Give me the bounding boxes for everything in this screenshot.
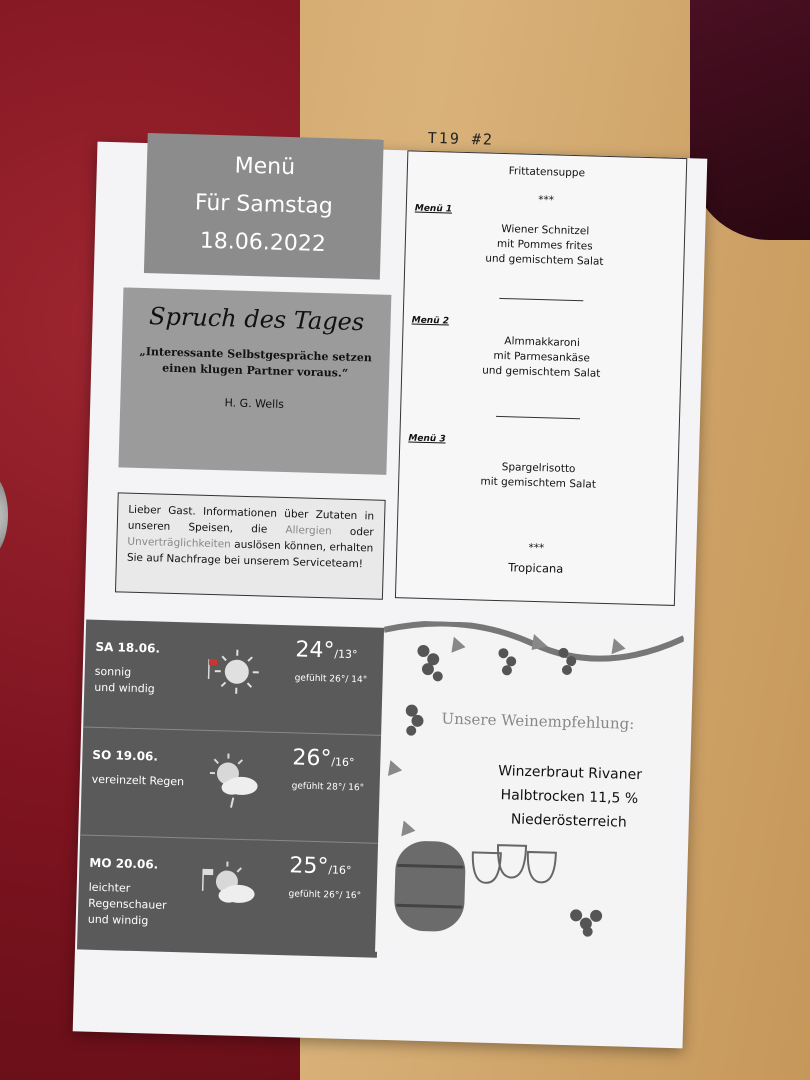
- weather-day: MO 20.06.: [89, 855, 159, 872]
- quote-text: „Interessante Selbstgespräche setzen einen klugen Partner voraus.“: [139, 344, 372, 380]
- notice-text-3: auslösen können, erhalten Sie auf Nachfrage bei unserem Serviceteam!: [126, 538, 374, 571]
- weather-desc-line: und windig: [87, 912, 149, 928]
- menu-sheet: [73, 128, 708, 1049]
- wine-line: Winzerbraut Rivaner: [498, 763, 643, 784]
- menu-label: Menü 2: [411, 315, 450, 327]
- weather-desc-line: vereinzelt Regen: [91, 772, 185, 789]
- weather-desc-line: leichter: [88, 880, 131, 895]
- weather-felt: gefühlt 28°/ 16°: [291, 781, 365, 794]
- dish-line: Spargelrisotto: [501, 461, 576, 476]
- quote-heading: Spruch des Tages: [148, 302, 365, 337]
- menu-title-box: [144, 133, 384, 280]
- wine-recommendation: [375, 620, 684, 960]
- dish-line: mit gemischtem Salat: [480, 475, 597, 491]
- quote-box: [118, 287, 391, 474]
- menu-title-date: 18.06.2022: [199, 228, 327, 258]
- weather-day: SA 18.06.: [95, 639, 161, 656]
- menu-title-line2: Für Samstag: [194, 190, 334, 220]
- dessert: Tropicana: [508, 560, 564, 576]
- weather-temp-high: 25°: [289, 853, 329, 880]
- dish-line: Almmakkaroni: [504, 335, 581, 350]
- quote-author: H. G. Wells: [224, 396, 285, 411]
- menu-dish: [399, 457, 678, 495]
- handwritten-note: T19 #2: [427, 128, 495, 149]
- allergy-notice: [115, 492, 386, 599]
- dish-line: mit Pommes frites: [496, 237, 593, 253]
- notice-allergens: Allergien: [285, 524, 332, 538]
- wine-line: Niederösterreich: [510, 811, 627, 831]
- sun-cloud-rain-icon: [199, 747, 265, 813]
- weather-day: SO 19.06.: [92, 747, 159, 764]
- soup: Frittatensuppe: [508, 165, 586, 180]
- weather-row: [80, 727, 383, 843]
- dessert-separator: ***: [528, 541, 545, 555]
- sun-icon: [202, 639, 268, 705]
- weather-forecast: [77, 620, 386, 958]
- weather-temp-high: 26°: [292, 745, 332, 772]
- weather-row: [83, 620, 386, 736]
- weather-desc-line: und windig: [94, 680, 155, 696]
- dish-line: mit Parmesankäse: [493, 349, 591, 365]
- weather-temp-high: 24°: [295, 637, 335, 664]
- notice-intolerances: Unverträglichkeiten: [127, 535, 231, 551]
- weather-desc: [92, 772, 187, 791]
- weather-felt: gefühlt 26°/ 16°: [288, 889, 362, 902]
- weather-temp-low: /13°: [334, 647, 358, 662]
- notice-text-2: oder: [331, 525, 374, 539]
- menu-label: Menü 1: [414, 203, 453, 215]
- menu-dish: [405, 219, 684, 272]
- weather-temp: [292, 745, 355, 772]
- daily-menu: [395, 150, 687, 606]
- weather-felt: gefühlt 26°/ 14°: [294, 673, 368, 686]
- weather-row: [77, 835, 380, 951]
- weather-desc: [88, 880, 184, 931]
- wine-line: Halbtrocken 11,5 %: [500, 787, 639, 808]
- wine-title: Unsere Weinempfehlung:: [441, 709, 635, 733]
- divider: [499, 298, 583, 301]
- windy-cloud-icon: [196, 855, 262, 921]
- menu-separator: ***: [538, 193, 555, 207]
- dark-cloth: [690, 0, 810, 240]
- weather-desc-line: sonnig: [94, 664, 132, 679]
- weather-temp-low: /16°: [328, 863, 352, 878]
- divider: [496, 416, 580, 419]
- dish-line: und gemischtem Salat: [485, 252, 604, 268]
- menu-label: Menü 3: [408, 433, 446, 445]
- wine-details: [463, 758, 675, 836]
- notice-text-1: Lieber Gast. Informationen über Zutaten in unseren Speisen, die: [127, 503, 375, 537]
- dish-line: und gemischtem Salat: [482, 364, 601, 380]
- menu-dish: [402, 331, 681, 384]
- dish-line: Wiener Schnitzel: [501, 222, 590, 238]
- weather-temp: [289, 853, 352, 880]
- weather-desc: [94, 664, 190, 699]
- weather-temp-low: /16°: [331, 755, 355, 770]
- weather-temp: [295, 637, 358, 664]
- weather-desc-line: Regenschauer: [88, 896, 167, 912]
- menu-title-line1: Menü: [234, 153, 296, 181]
